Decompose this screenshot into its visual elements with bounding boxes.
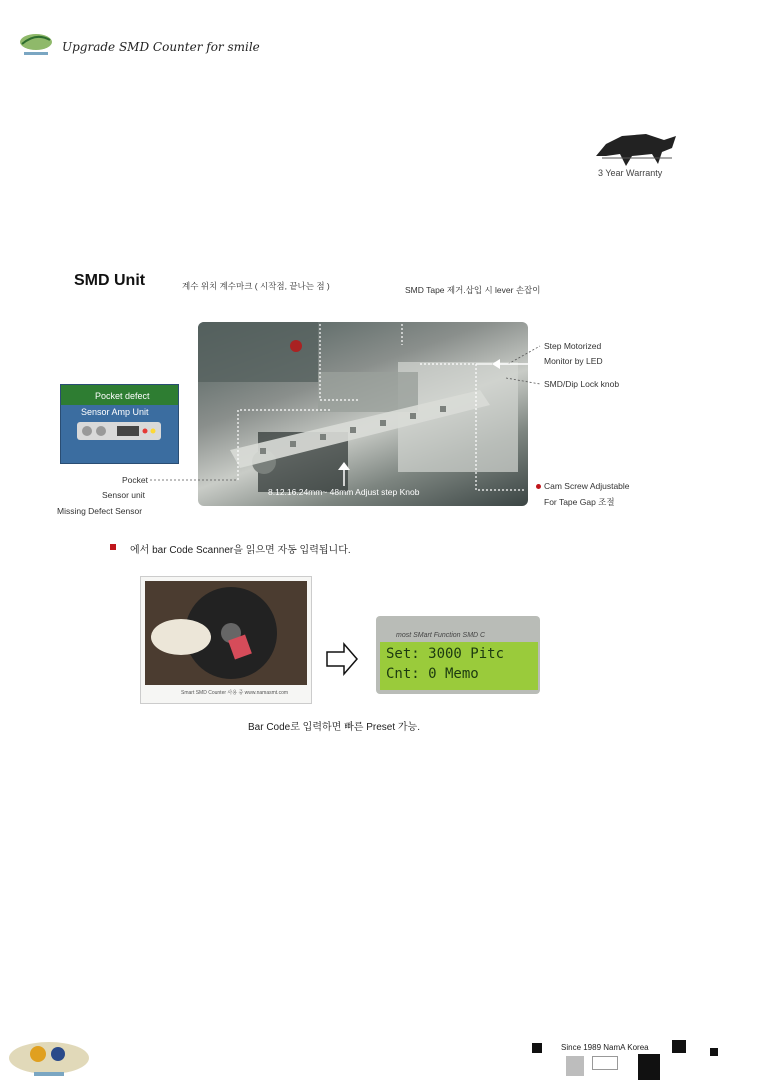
section-title: SMD Unit [74,272,146,289]
step-motor-label-2: Monitor by LED [544,356,603,366]
counter-mark-note: 계수 위치 계수마크 ( 시작점, 끝나는 점 ) [182,281,330,291]
footer-square-4 [638,1054,660,1080]
footer-square-outline [592,1056,618,1070]
cam-screw-label-2: For Tape Gap 조절 [544,497,615,507]
bullet-text: 에서 bar Code Scanner을 읽으면 자동 입력됩니다. [130,545,351,556]
step-motor-label-1: Step Motorized [544,341,602,351]
dip-lock-label: SMD/Dip Lock knob [544,379,620,389]
footer-square-2 [672,1040,686,1053]
lcd-line-set: Set: 3000 Pitc [386,646,505,662]
cam-screw-label-1: Cam Screw Adjustable [544,481,630,491]
missing-defect-label: Missing Defect Sensor [57,506,143,516]
page-title: Upgrade SMD Counter for smile [62,40,260,54]
footer-since: Since 1989 NamA Korea [561,1043,649,1052]
reel-caption: Smart SMD Counter 사용 중 www.namasmt.com [181,690,289,696]
footer-square-3 [710,1048,718,1056]
lcd-line-cnt: Cnt: 0 Memo [386,666,479,682]
footer-square-gray [566,1056,584,1076]
cam-screw-dot [536,484,541,489]
reel-photo [140,576,312,704]
warranty-label: 3 Year Warranty [598,168,663,178]
sensor-box-line2: Sensor Amp Unit [81,407,149,417]
sensor-amp-device [77,422,161,440]
sensor-box-line1: Pocket defect [95,391,150,401]
right-arrow-icon [326,642,358,681]
sensor-amp-image [60,384,179,464]
lcd-screen [380,642,538,690]
adjust-step-note: 8.12.16.24mm~ 48mm Adjust step Knob [268,487,420,497]
pocket-label: Pocket [122,475,148,485]
bullet-marker [110,544,116,550]
tape-lever-note: SMD Tape 제거.삽입 시 lever 손잡이 [405,285,541,295]
footer-square-1 [532,1043,542,1053]
footer-logo [6,1036,92,1082]
lcd-display [376,616,540,694]
lcd-header: most SMart Function SMD C [396,632,486,639]
barcode-caption: Bar Code로 입력하면 빠른 Preset 가능. [248,722,420,733]
sensor-unit-label: Sensor unit [102,490,145,500]
